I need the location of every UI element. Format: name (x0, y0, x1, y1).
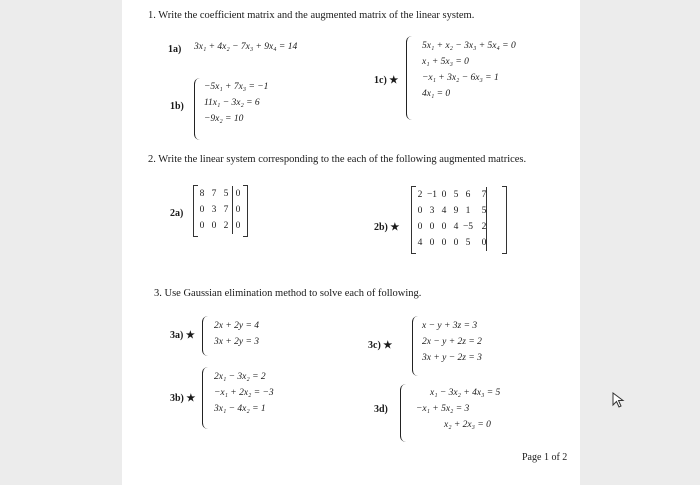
q2a-cell: 0 (211, 221, 217, 231)
q2a-cell: 0 (199, 221, 205, 231)
q3c-brace (412, 316, 419, 376)
q1-heading: 1. Write the coefficient matrix and the augmented matrix of the linear system. (148, 10, 475, 21)
q2b-cell: 0 (429, 238, 435, 248)
q2a-cell: 0 (199, 205, 205, 215)
q2b-cell: 9 (453, 206, 459, 216)
q3b-eq-2: −x₁ + 2x₂ = −3 (214, 388, 274, 398)
q2a-cell: 8 (199, 189, 205, 199)
q2b-row-1 (414, 187, 490, 203)
q1c-label: 1c) ★ (374, 75, 399, 86)
q1b-eq-3: −9x₂ = 10 (204, 114, 244, 124)
q2a-cell: 7 (211, 189, 217, 199)
q2a-matrix (196, 186, 244, 234)
q2b-cell: 0 (481, 238, 487, 248)
q2b-cell: 0 (441, 190, 447, 200)
q2a-cell: 7 (223, 205, 229, 215)
q3c-label: 3c) ★ (368, 340, 393, 351)
q2b-cell: 0 (441, 238, 447, 248)
q2a-cell: 0 (235, 189, 241, 199)
q2b-matrix (414, 187, 490, 251)
mouse-cursor-icon (612, 392, 626, 408)
q2b-cell: −1 (426, 190, 438, 200)
q3a-eq-2: 3x + 2y = 3 (214, 337, 260, 347)
q2b-cell: 2 (481, 222, 487, 232)
q1b-brace (194, 78, 201, 140)
page-number: Page 1 of 2 (522, 452, 568, 463)
q2b-cell: 4 (417, 238, 423, 248)
q2a-row-1 (196, 186, 244, 202)
q1c-eq-3: −x₁ + 3x₂ − 6x₃ = 1 (422, 73, 499, 83)
q2b-row-2 (414, 203, 490, 219)
q3d-label: 3d) (374, 404, 388, 415)
q2a-augment-line (232, 186, 233, 234)
q3d-eq-2: −x₁ + 5x₂ = 3 (416, 404, 470, 414)
q2a-cell: 2 (223, 221, 229, 231)
q2a-cell: 3 (211, 205, 217, 215)
q1c-system (422, 38, 516, 102)
q2a-cell: 0 (235, 205, 241, 215)
q3d-eq-3: x₂ + 2x₃ = 0 (444, 420, 491, 430)
q1c-eq-2: x₁ + 5x₃ = 0 (422, 57, 469, 67)
q2b-cell: 0 (429, 222, 435, 232)
q2a-row-2 (196, 202, 244, 218)
q1b-eq-1: −5x₁ + 7x₃ = −1 (204, 82, 269, 92)
q2b-cell: 1 (465, 206, 471, 216)
q3a-brace (202, 316, 209, 356)
q2a-right-bracket (243, 185, 248, 237)
q3c-eq-2: 2x − y + 2z = 2 (422, 337, 482, 347)
q2b-row-4 (414, 235, 490, 251)
q3b-eq-3: 3x₁ − 4x₂ = 1 (214, 404, 266, 414)
q3a-label: 3a) ★ (170, 330, 195, 341)
q2b-cell: 2 (417, 190, 423, 200)
q2b-cell: 3 (429, 206, 435, 216)
q1a-label: 1a) (168, 44, 182, 55)
q2a-cell: 0 (235, 221, 241, 231)
q2b-augment-line (486, 187, 487, 251)
q1b-system (204, 79, 268, 127)
q3b-eq-1: 2x₁ − 3x₂ = 2 (214, 372, 266, 382)
q2b-cell: 4 (453, 222, 459, 232)
q3b-system (214, 369, 274, 417)
q3a-eq-1: 2x + 2y = 4 (214, 321, 260, 331)
q1a-equation: 3x₁ + 4x₂ − 7x₃ + 9x₄ = 14 (194, 42, 298, 52)
q2a-cell: 5 (223, 189, 229, 199)
q3c-eq-1: x − y + 3z = 3 (422, 321, 478, 331)
q1c-eq-4: 4x₁ = 0 (422, 89, 451, 99)
q1c-brace (406, 36, 413, 120)
q2b-cell: 7 (481, 190, 487, 200)
q3-heading: 3. Use Gaussian elimination method to solve each of following. (154, 288, 422, 299)
q3d-system (416, 385, 500, 433)
q3c-system (422, 318, 482, 366)
q1b-eq-2: 11x₁ − 3x₂ = 6 (204, 98, 260, 108)
q2b-label: 2b) ★ (374, 222, 400, 233)
q2b-cell: 4 (441, 206, 447, 216)
q3c-eq-3: 3x + y − 2z = 3 (422, 353, 482, 363)
q3b-brace (202, 367, 209, 429)
q2b-cell: 5 (453, 190, 459, 200)
q1b-label: 1b) (170, 101, 184, 112)
q2b-cell: 5 (465, 238, 471, 248)
worksheet-page (122, 0, 580, 485)
q2b-cell: 0 (417, 206, 423, 216)
q2b-cell: 6 (465, 190, 471, 200)
q3b-label: 3b) ★ (170, 393, 196, 404)
q3d-eq-1: x₁ − 3x₂ + 4x₃ = 5 (430, 388, 501, 398)
q2b-cell: 0 (417, 222, 423, 232)
q2b-cell: 0 (453, 238, 459, 248)
q2b-cell: 5 (481, 206, 487, 216)
q3a-system (214, 318, 259, 350)
q2b-cell: −5 (462, 222, 474, 232)
q2b-cell: 0 (441, 222, 447, 232)
q2a-row-3 (196, 218, 244, 234)
q3d-brace (400, 384, 407, 442)
q2a-label: 2a) (170, 208, 184, 219)
q2b-row-3 (414, 219, 490, 235)
q1c-eq-1: 5x₁ + x₂ − 3x₃ + 5x₄ = 0 (422, 41, 516, 51)
q2-heading: 2. Write the linear system corresponding to the each of the following augmented matrices. (148, 154, 527, 165)
q2b-right-bracket (502, 186, 507, 254)
